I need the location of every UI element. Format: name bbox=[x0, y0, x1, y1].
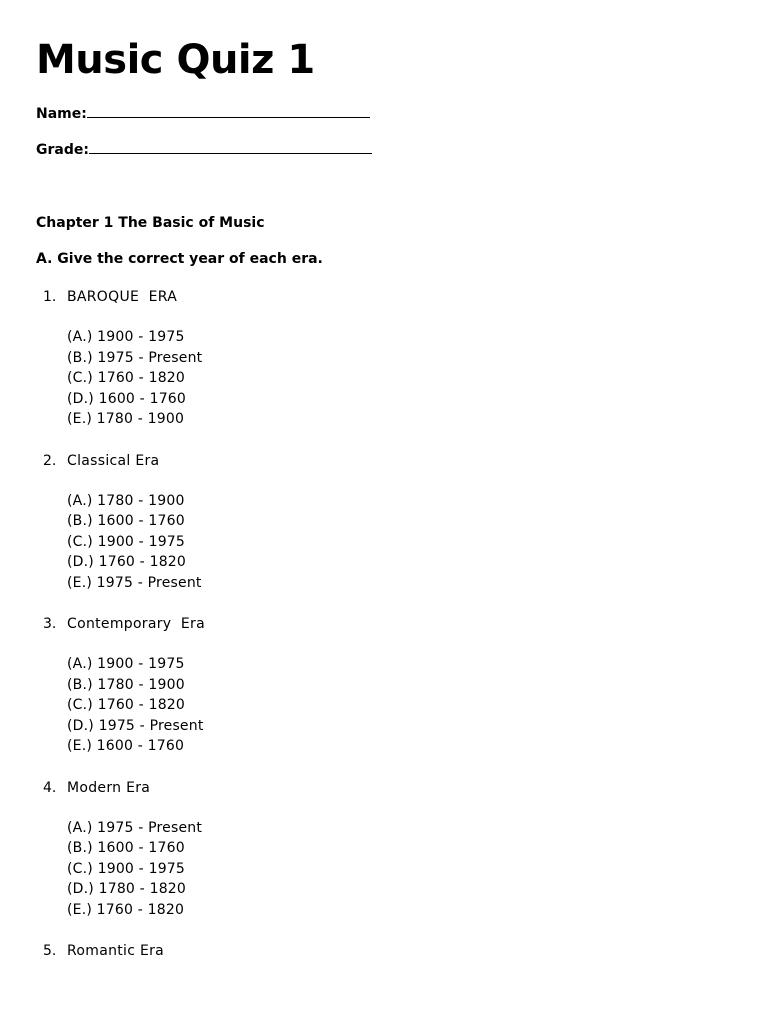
answer-option[interactable]: (B.) 1600 - 1760 bbox=[67, 840, 185, 856]
answer-option[interactable]: (C.) 1900 - 1975 bbox=[67, 860, 186, 877]
answer-option[interactable]: (A.) 1975 - Present bbox=[67, 819, 203, 836]
answer-option[interactable]: (E.) 1780 - 1900 bbox=[67, 411, 185, 427]
option-list bbox=[67, 491, 202, 594]
name-label: Name: bbox=[36, 106, 87, 122]
question-number: 3. bbox=[43, 616, 57, 632]
grade-label: Grade: bbox=[36, 142, 89, 158]
question-text: Romantic Era bbox=[67, 943, 165, 959]
question-text: BAROQUE ERA bbox=[67, 289, 178, 305]
grade-field[interactable] bbox=[36, 139, 372, 160]
question-text: Modern Era bbox=[67, 779, 151, 796]
answer-option[interactable]: (A.) 1900 - 1975 bbox=[67, 329, 185, 345]
answer-option[interactable]: (E.) 1975 - Present bbox=[67, 574, 202, 591]
name-blank-line[interactable] bbox=[87, 103, 370, 118]
answer-option[interactable]: (D.) 1600 - 1760 bbox=[67, 390, 187, 407]
answer-option[interactable]: (C.) 1760 - 1820 bbox=[67, 370, 186, 386]
name-field[interactable] bbox=[36, 103, 370, 124]
answer-option[interactable]: (D.) 1975 - Present bbox=[67, 717, 204, 734]
section-heading: A. Give the correct year of each era. bbox=[36, 251, 323, 267]
answer-option[interactable]: (B.) 1780 - 1900 bbox=[67, 676, 185, 693]
answer-option[interactable]: (D.) 1760 - 1820 bbox=[67, 554, 187, 570]
question-number: 4. bbox=[43, 779, 57, 796]
option-list bbox=[67, 654, 204, 757]
answer-option[interactable]: (B.) 1600 - 1760 bbox=[67, 513, 185, 529]
answer-option[interactable]: (C.) 1900 - 1975 bbox=[67, 533, 186, 550]
option-list bbox=[67, 327, 202, 430]
answer-option[interactable]: (B.) 1975 - Present bbox=[67, 349, 203, 366]
chapter-heading: Chapter 1 The Basic of Music bbox=[36, 215, 265, 231]
question-number: 5. bbox=[43, 943, 57, 959]
answer-option[interactable]: (E.) 1600 - 1760 bbox=[67, 738, 185, 754]
page-title: Music Quiz 1 bbox=[36, 37, 315, 83]
answer-option[interactable]: (D.) 1780 - 1820 bbox=[67, 881, 187, 897]
question-number: 1. bbox=[43, 289, 57, 305]
question-text: Contemporary Era bbox=[67, 616, 205, 632]
question-number: 2. bbox=[43, 452, 57, 469]
answer-option[interactable]: (A.) 1780 - 1900 bbox=[67, 492, 185, 509]
answer-option[interactable]: (E.) 1760 - 1820 bbox=[67, 901, 185, 918]
answer-option[interactable]: (A.) 1900 - 1975 bbox=[67, 656, 185, 672]
answer-option[interactable]: (C.) 1760 - 1820 bbox=[67, 697, 186, 713]
grade-blank-line[interactable] bbox=[89, 139, 372, 154]
question-text: Classical Era bbox=[67, 452, 160, 469]
option-list bbox=[67, 818, 202, 921]
